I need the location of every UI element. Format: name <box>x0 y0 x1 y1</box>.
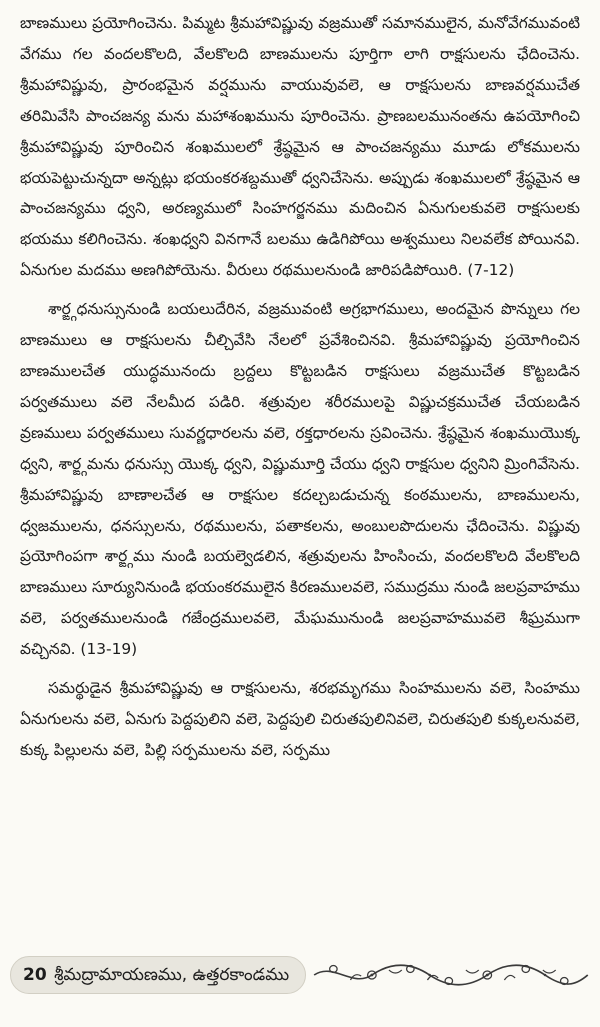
book-title: శ్రీమద్రామాయణము, ఉత్తరకాండము <box>54 965 290 985</box>
floral-ornament-icon <box>312 960 590 990</box>
footer-label <box>10 956 306 994</box>
page-number: 20 <box>23 965 47 985</box>
body-text <box>20 8 580 766</box>
paragraph-1: బాణములు ప్రయోగించెను. పిమ్మట శ్రీమహావిష్ణువు వజ్రముతో సమానములైన, మనోవేగమువంటి వేగము గల వందలకొలది, వేలకొలది బాణములను పూర్తిగా లాగి రాక్షసులను ఛేదించెను. శ్రీమహావిష్ణువు, ప్రారంభమైన వర్షమును వాయువువలె, ఆ రాక్షసులను బాణవర్షముచేత తరిమివేసి పాంచజన్య మను మహాశంఖమును పూరించెను. ప్రాణబలమునంతను ఉపయోగించి శ్రీమహావిష్ణువు పూరించిన శంఖములలో శ్రేష్ఠమైన ఆ పాంచజన్యము మూడు లోకములను భయపెట్టుచున్నదా అన్నట్లు భయంకరశబ్దముతో ధ్వనిచేసెను. అప్పుడు శంఖములలో శ్రేష్ఠమైన ఆ పాంచజన్యము ధ్వని, అరణ్యములో సింహగర్జనము మదించిన ఏనుగులకువలె రాక్షసులకు భయము కలిగించెను. శంఖధ్వని వినగానే బలము ఉడిగిపోయి అశ్వములు నిలవలేక పోయినవి. ఏనుగుల మదము అణగిపోయెను. వీరులు రథములనుండి జారిపడిపోయిరి. (7-12) <box>20 14 580 280</box>
paragraph-3: సమర్థుడైన శ్రీమహావిష్ణువు ఆ రాక్షసులను, శరభమృగము సింహములను వలె, సింహము ఏనుగులను వలె, ఏనుగు పెద్దపులిని వలె, పెద్దపులి చిరుతపులినివలె, చిరుతపులి కుక్కలనువలె, కుక్క పిల్లులను వలె, పిల్లి సర్పములను వలె, సర్పము <box>20 679 580 759</box>
page-footer <box>10 955 590 995</box>
paragraph-2: శార్ఙ్గధనుస్సునుండి బయలుదేరిన, వజ్రమువంటి అగ్రభాగములు, అందమైన పొన్నులు గల బాణములు ఆ రాక్షసులను చీల్చివేసి నేలలో ప్రవేశించినవి. శ్రీమహావిష్ణువు ప్రయోగించిన బాణములచేత యుద్ధమునందు బ్రద్దలు కొట్టబడిన రాక్షసులు వజ్రముచేత కొట్టబడిన పర్వతములు వలె నేలమీద పడిరి. శత్రువుల శరీరములపై విష్ణుచక్రముచేత చేయబడిన వ్రణములు పర్వతములు సువర్ణధారలను వలె, రక్తధారలను స్రవించెను. శ్రేష్ఠమైన శంఖముయొక్క ధ్వని, శార్ఙ్గమను ధనుస్సు యొక్క ధ్వని, విష్ణుమూర్తి చేయు ధ్వని రాక్షసుల ధ్వనిని మ్రింగివేసెను. శ్రీమహావిష్ణువు బాణాలచేత ఆ రాక్షసుల కదల్చబడుచున్న కంఠములను, బాణములను, ధ్వజములను, ధనస్సులను, రథములను, పతాకలను, అంబులపొదులను ఛేదించెను. విష్ణువు ప్రయోగింపగా శార్ఙ్గము నుండి బయల్వెడలిన, శత్రువులను హింసించు, వందలకొలది వేలకొలది బాణములు సూర్యునినుండి భయంకరములైన కిరణములవలె, సముద్రము నుండి జలప్రవాహము వలె, పర్వతములనుండి గజేంద్రములవలె, మేఘమునుండి జలప్రవాహమువలె శీఘ్రముగా వచ్చినవి. (13-19) <box>20 300 580 659</box>
